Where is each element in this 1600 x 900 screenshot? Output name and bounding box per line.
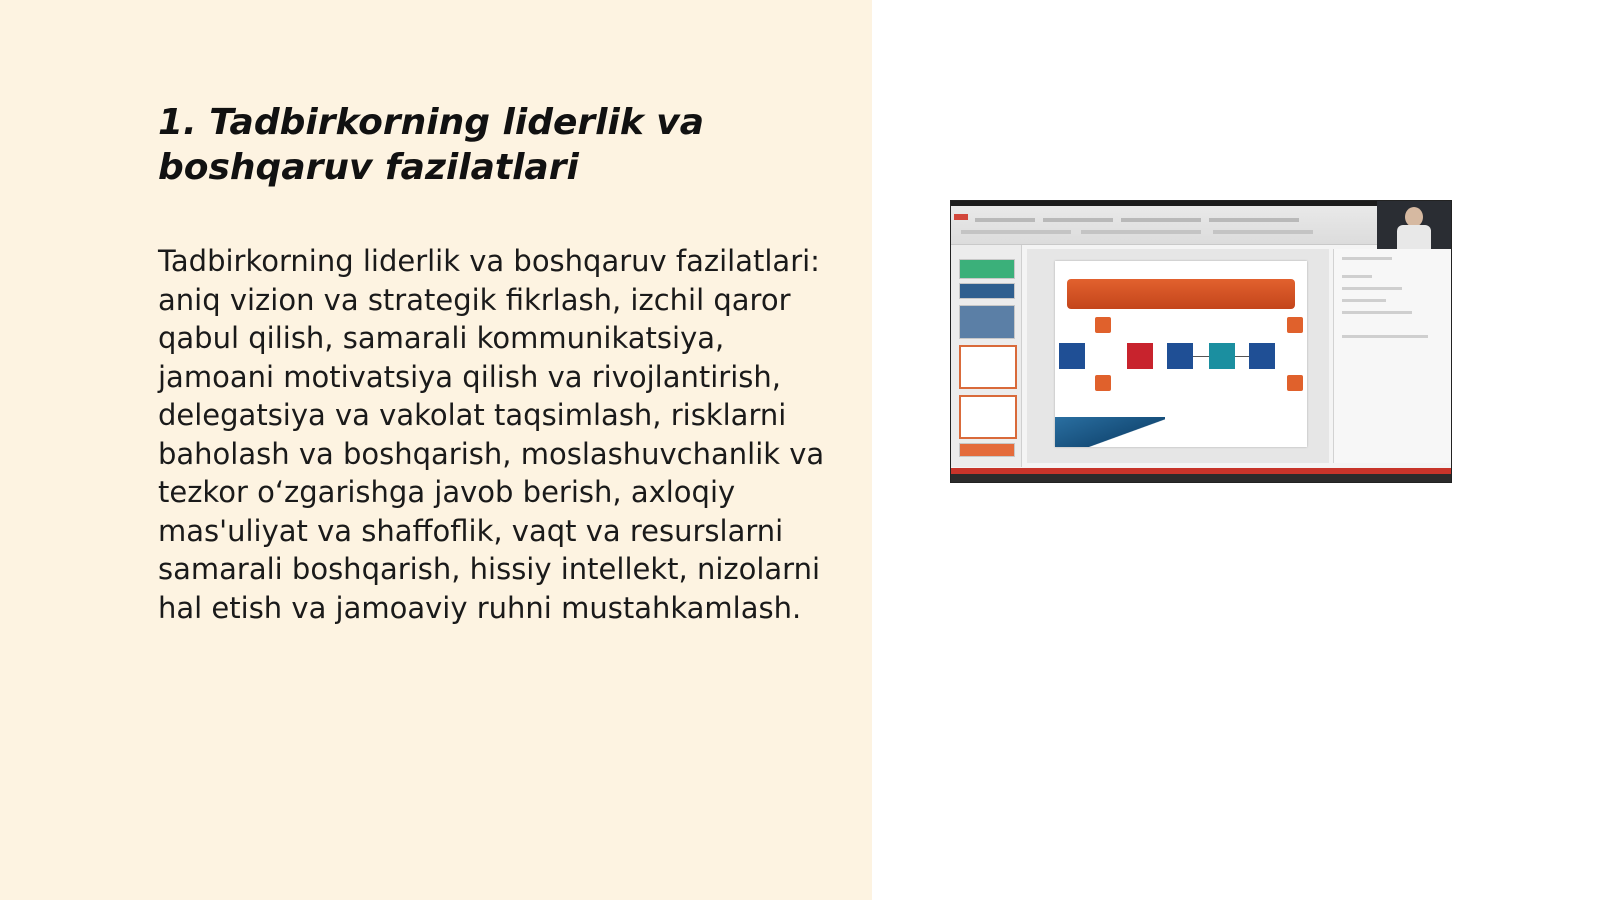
ribbon-toolbar (951, 206, 1451, 245)
pane-row (1342, 335, 1428, 338)
ribbon-row (975, 218, 1035, 222)
diagram-box (1059, 343, 1085, 369)
thumbnail-selected (959, 345, 1017, 389)
diagram-small-box (1287, 317, 1303, 333)
pane-row (1342, 299, 1386, 302)
pane-row (1342, 275, 1372, 278)
pane-row (1342, 287, 1402, 290)
pane-row (1342, 257, 1392, 260)
file-tab (954, 214, 968, 220)
thumbnail (959, 283, 1015, 299)
thumbnail (959, 259, 1015, 279)
ribbon-row (1209, 218, 1299, 222)
pane-row (1342, 311, 1412, 314)
ribbon-row (1121, 218, 1201, 222)
status-bar (951, 468, 1451, 482)
diagram-box (1127, 343, 1153, 369)
diagram-small-box (1287, 375, 1303, 391)
diagram-box (1209, 343, 1235, 369)
slide-banner (1067, 279, 1295, 309)
status-bar-red (951, 468, 1451, 474)
diagram-small-box (1095, 317, 1111, 333)
slide-body-text: Tadbirkorning liderlik va boshqaruv fazilatlari: aniq vizion va strategik fikrlash, izchil qaror qabul qilish, samarali kommunikatsiya, jamoani motivatsiya qilish va rivojlantirish, delegatsiya va vakolat taqsimlash, risklarni baholash va boshqarish, moslashuvchanlik va tezkor o‘zgarishga javob berish, axloqiy mas'uliyat va shaffoflik, vaqt va resurslarni samarali boshqarish, hissiy intellekt, nizolarni hal etish va jamoaviy ruhni mustahkamlash. (158, 244, 825, 625)
diagram-small-box (1095, 375, 1111, 391)
format-pane (1333, 249, 1452, 463)
webcam-body (1397, 225, 1431, 249)
thumbnail (959, 305, 1015, 339)
diagram-connector (1193, 356, 1209, 357)
embedded-presentation-screenshot (950, 200, 1452, 483)
diagram-connector (1235, 356, 1249, 357)
ribbon-row (1081, 230, 1201, 234)
ribbon-row (961, 230, 1071, 234)
thumbnail (959, 443, 1015, 457)
webcam-person-icon (1377, 201, 1451, 249)
ribbon-row (1213, 230, 1313, 234)
webcam-head (1405, 207, 1423, 227)
ribbon-row (1043, 218, 1113, 222)
diagram-boxes-icon (1055, 261, 1307, 447)
slide-corner-decoration (1055, 417, 1165, 447)
slide-canvas (1027, 249, 1329, 463)
thumbnail-selected (959, 395, 1017, 439)
slide-thumbnails-icon (951, 245, 1022, 467)
diagram-box (1249, 343, 1275, 369)
slide-title: 1. Tadbirkorning liderlik va boshqaruv fazilatlari (158, 102, 705, 188)
diagram-box (1167, 343, 1193, 369)
